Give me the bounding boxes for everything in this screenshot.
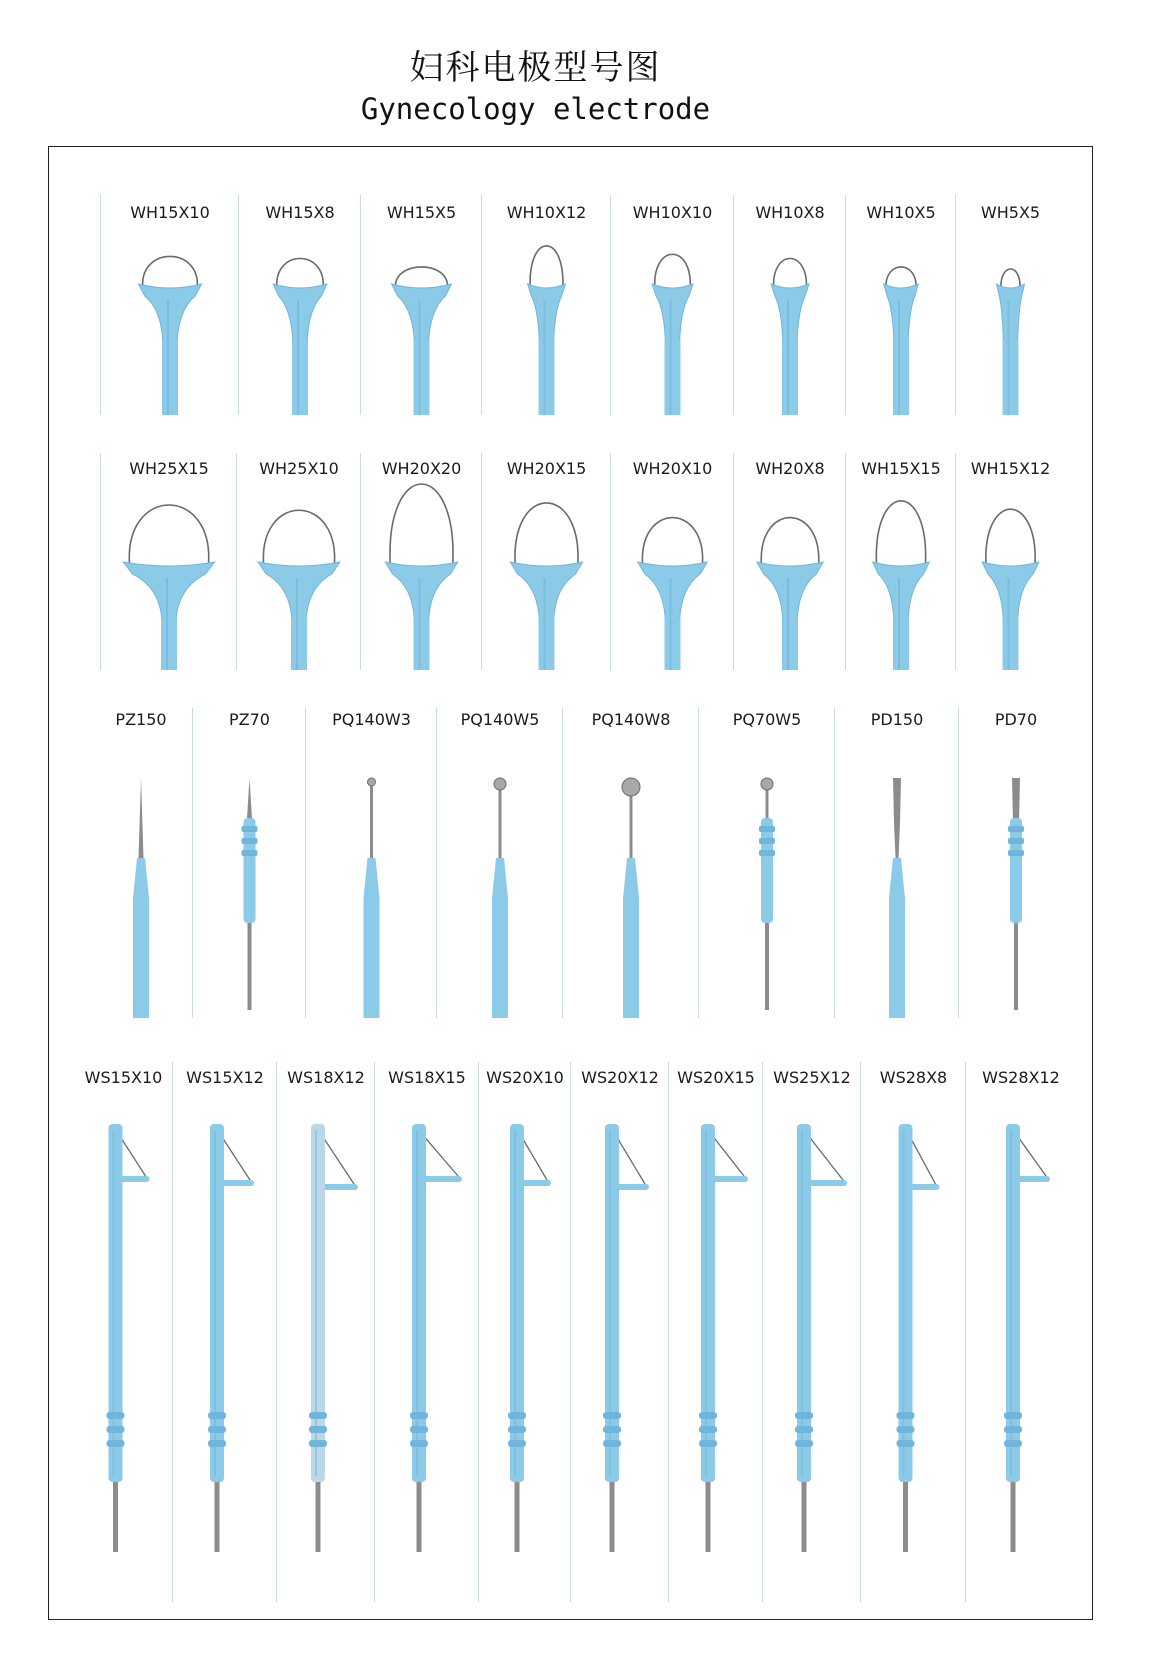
model-label: PZ70: [229, 710, 270, 729]
loop-electrode-icon: [611, 195, 734, 415]
electrode-item: [965, 1062, 1076, 1602]
triangle-loop-electrode-icon: [479, 1062, 571, 1602]
loop-electrode-icon: [734, 453, 846, 670]
electrode-item: [481, 195, 611, 415]
electrode-item: [955, 195, 1065, 415]
triangle-loop-electrode-icon: [277, 1062, 375, 1602]
electrode-item: [75, 1062, 172, 1602]
model-label: WH15X5: [386, 203, 457, 222]
electrode-item: [276, 1062, 375, 1602]
model-label: PQ140W8: [591, 710, 671, 729]
triangle-loop-electrode-icon: [966, 1062, 1076, 1602]
model-label: WH15X8: [265, 203, 335, 222]
page-title-cn: 妇科电极型号图: [409, 48, 662, 88]
electrode-item: [236, 453, 361, 670]
electrode-item: [733, 195, 846, 415]
triangle-loop-electrode-icon: [861, 1062, 966, 1602]
electrode-item: [360, 453, 482, 670]
electrode-item: [562, 708, 699, 1018]
loop-electrode-icon: [956, 195, 1065, 415]
model-label: WS15X10: [84, 1068, 163, 1087]
electrode-item: [762, 1062, 861, 1602]
model-label: PQ70W5: [732, 710, 802, 729]
electrode-item: [860, 1062, 966, 1602]
model-label: PQ140W5: [460, 710, 540, 729]
model-label: WH25X10: [259, 459, 339, 478]
needle-electrode-icon: [193, 708, 306, 1018]
electrode-item: [668, 1062, 763, 1602]
needle-electrode-icon: [90, 708, 192, 1018]
electrode-item: [192, 708, 306, 1018]
loop-electrode-icon: [482, 195, 611, 415]
model-label: WS18X15: [388, 1068, 466, 1087]
model-label: WS20X15: [677, 1068, 755, 1087]
loop-electrode-icon: [482, 453, 611, 670]
ball-electrode-icon: [699, 708, 835, 1018]
electrode-item: [436, 708, 563, 1018]
page-title-en: Gynecology electrode: [360, 92, 711, 126]
model-label: WH20X20: [381, 459, 462, 478]
electrode-item: [478, 1062, 571, 1602]
loop-electrode-icon: [611, 453, 734, 670]
model-label: WS15X12: [186, 1068, 264, 1087]
loop-electrode-icon: [101, 195, 239, 415]
electrode-item: [610, 195, 734, 415]
model-label: WH5X5: [980, 203, 1041, 222]
loop-electrode-icon: [101, 453, 237, 670]
triangle-loop-electrode-icon: [375, 1062, 479, 1602]
model-label: WH25X15: [129, 459, 209, 478]
loop-electrode-icon: [846, 195, 956, 415]
triangle-loop-electrode-icon: [173, 1062, 277, 1602]
triangle-loop-electrode-icon: [669, 1062, 763, 1602]
loop-electrode-icon: [361, 453, 482, 670]
electrode-item: [100, 195, 239, 415]
model-label: WS25X12: [773, 1068, 851, 1087]
model-label: WH15X12: [970, 459, 1051, 478]
electrode-item: [172, 1062, 277, 1602]
model-label: PD150: [870, 710, 924, 729]
model-label: PQ140W3: [332, 710, 411, 729]
model-label: WH10X12: [506, 203, 587, 222]
electrode-item: [360, 195, 482, 415]
loop-electrode-icon: [239, 195, 361, 415]
electrode-item: [958, 708, 1073, 1018]
electrode-item: [238, 195, 361, 415]
electrode-row-4: [0, 1062, 1176, 1602]
electrode-row-2: [0, 453, 1176, 670]
electrode-item: [305, 708, 437, 1018]
electrode-item: [610, 453, 734, 670]
electrode-item: [834, 708, 959, 1018]
electrode-item: [845, 453, 956, 670]
electrode-item: [698, 708, 835, 1018]
blade-electrode-icon: [959, 708, 1073, 1018]
model-label: PZ150: [115, 710, 167, 729]
model-label: PD70: [994, 710, 1038, 729]
model-label: WS20X10: [486, 1068, 564, 1087]
model-label: WH20X10: [632, 459, 713, 478]
model-label: WS28X8: [879, 1068, 948, 1087]
electrode-item: [955, 453, 1065, 670]
triangle-loop-electrode-icon: [75, 1062, 172, 1602]
model-label: WS18X12: [287, 1068, 365, 1087]
electrode-item: [481, 453, 611, 670]
triangle-loop-electrode-icon: [571, 1062, 669, 1602]
model-label: WH15X10: [130, 203, 210, 222]
electrode-item: [90, 708, 192, 1018]
model-label: WH15X15: [861, 459, 941, 478]
electrode-row-3: [0, 708, 1176, 1018]
model-label: WH20X15: [506, 459, 587, 478]
model-label: WS20X12: [581, 1068, 659, 1087]
loop-electrode-icon: [237, 453, 361, 670]
loop-electrode-icon: [361, 195, 482, 415]
electrode-item: [570, 1062, 669, 1602]
model-label: WH20X8: [755, 459, 825, 478]
electrode-row-1: [0, 195, 1176, 415]
model-label: WS28X12: [982, 1068, 1060, 1087]
model-label: WH10X8: [755, 203, 825, 222]
electrode-item: [733, 453, 846, 670]
ball-electrode-icon: [437, 708, 563, 1018]
loop-electrode-icon: [956, 453, 1065, 670]
ball-electrode-icon: [306, 708, 437, 1018]
electrode-item: [100, 453, 237, 670]
loop-electrode-icon: [846, 453, 956, 670]
triangle-loop-electrode-icon: [763, 1062, 861, 1602]
ball-electrode-icon: [563, 708, 699, 1018]
model-label: WH10X10: [632, 203, 713, 222]
electrode-item: [845, 195, 956, 415]
electrode-item: [374, 1062, 479, 1602]
loop-electrode-icon: [734, 195, 846, 415]
blade-electrode-icon: [835, 708, 959, 1018]
model-label: WH10X5: [866, 203, 936, 222]
